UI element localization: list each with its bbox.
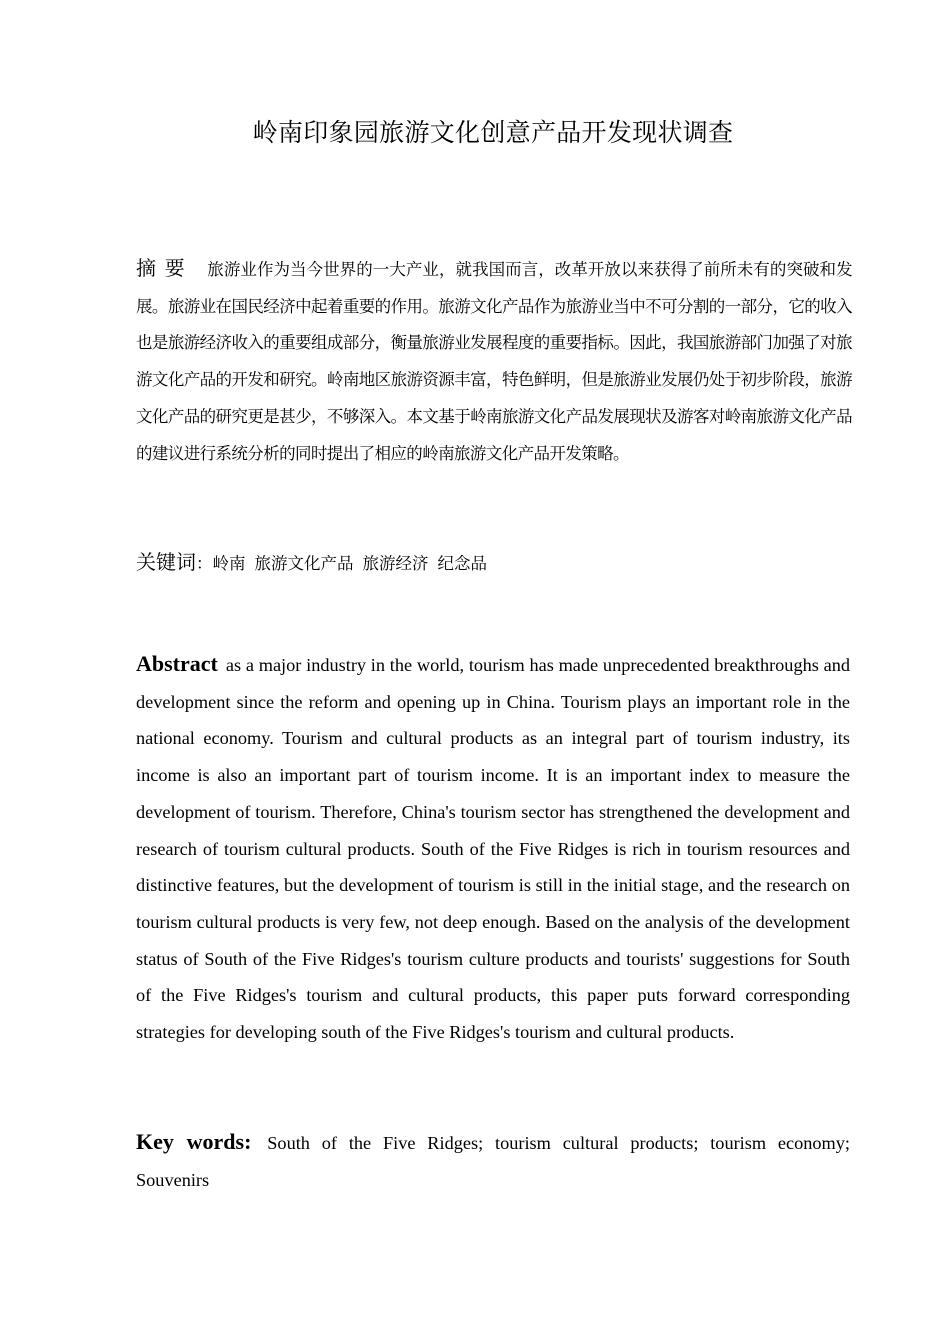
chinese-keywords-colon: ：: [196, 554, 213, 573]
chinese-keyword: 岭南: [212, 554, 246, 573]
english-abstract: [136, 646, 850, 1051]
page-title: 岭南印象园旅游文化创意产品开发现状调查: [252, 118, 734, 147]
chinese-keywords: [136, 545, 852, 581]
chinese-abstract: [136, 250, 852, 472]
english-abstract-text: as a major industry in the world, tourism has made unprecedented breakthroughs and development since the reform and opening up in China. Tourism plays an important role in the national economy. Tourism and cultural products as an integral part of tourism industry, its income is also an important part of tourism income. It is an important index to measure the development of tourism. Therefore, China's tourism sector has strengthened the development and research of tourism cultural products. South of the Five Ridges is rich in tourism resources and distinctive features, but the development of tourism is still in the initial stage, and the research on tourism cultural products is very few, not deep enough. Based on the analysis of the development status of South of the Five Ridges's tourism culture products and tourists' suggestions for South of the Five Ridges's tourism and cultural products, this paper puts forward corresponding strategies for developing south of the Five Ridges's tourism and cultural products.: [136, 655, 850, 1043]
english-abstract-label: Abstract: [136, 651, 218, 676]
chinese-keyword: 纪念品: [437, 554, 487, 573]
chinese-abstract-text: 旅游业作为当今世界的一大产业，就我国而言，改革开放以来获得了前所未有的突破和发展。旅游业在国民经济中起着重要的作用。旅游文化产品作为旅游业当中不可分割的一部分，它的收入也是旅游经济收入的重要组成部分，衡量旅游业发展程度的重要指标。因此，我国旅游部门加强了对旅游文化产品的开发和研究。岭南地区旅游资源丰富，特色鲜明，但是旅游业发展仍处于初步阶段，旅游文化产品的研究更是甚少，不够深入。本文基于岭南旅游文化产品发展现状及游客对岭南旅游文化产品的建议进行系统分析的同时提出了相应的岭南旅游文化产品开发策略。: [136, 260, 852, 463]
english-keywords-text: South of the Five Ridges; tourism cultural products; tourism economy; Souvenirs: [136, 1133, 851, 1190]
chinese-abstract-label: 摘要: [136, 256, 194, 280]
english-keywords: [136, 1123, 850, 1199]
english-keywords-label: Key words:: [136, 1129, 252, 1154]
chinese-keyword: 旅游经济: [362, 554, 429, 573]
chinese-keyword: 旅游文化产品: [254, 554, 354, 573]
chinese-keywords-label: 关键词: [136, 550, 196, 574]
